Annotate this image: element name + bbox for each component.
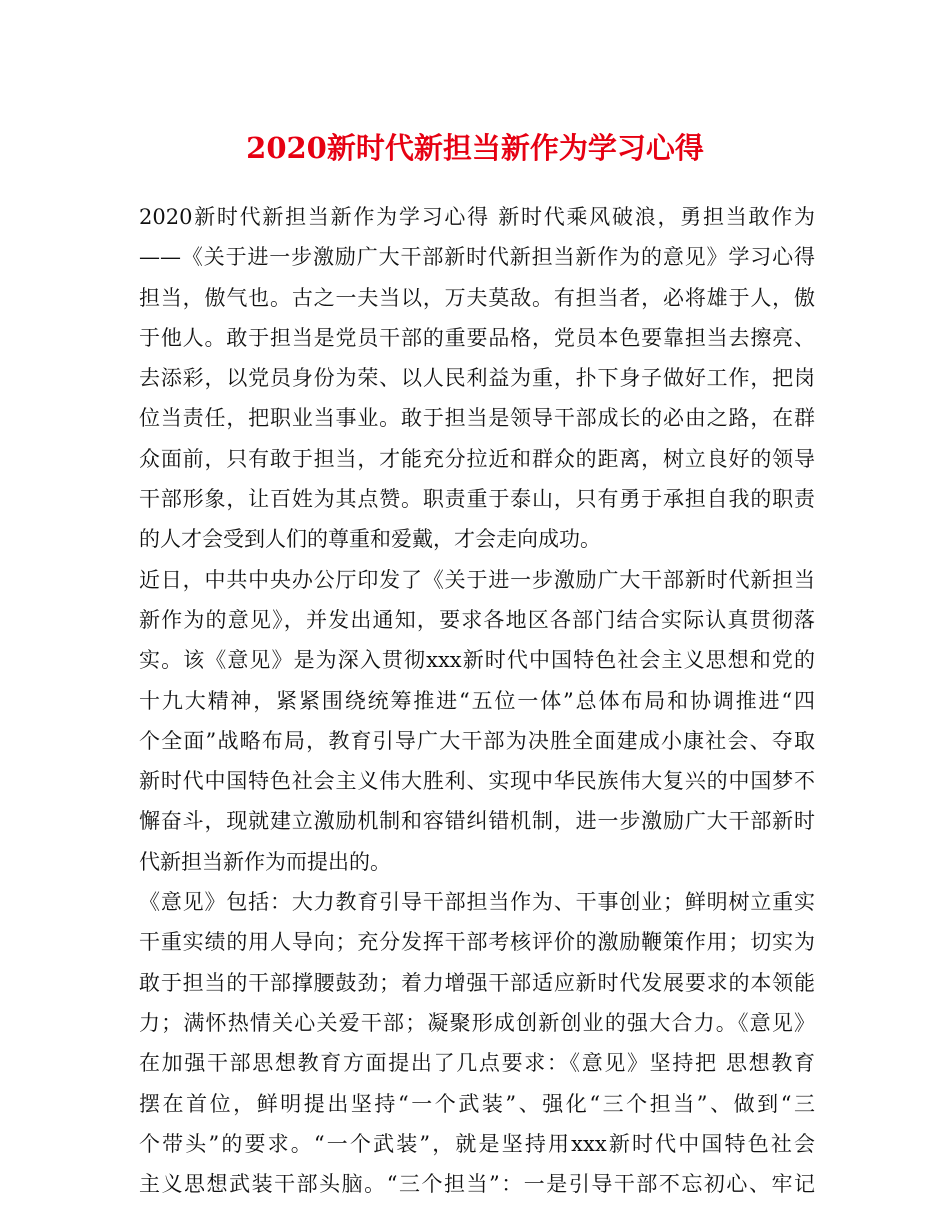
paragraph-1	[139, 197, 815, 560]
text-line: 《意见》包括：大力教育引导干部担当作为、干事创业；鲜明树立重实	[139, 890, 815, 915]
text-line: 敢于担当的干部撑腰鼓劲；着力增强干部适应新时代发展要求的本领能	[139, 970, 815, 995]
text-line: 实。该《意见》是为深入贯彻xxx新时代中国特色社会主义思想和党的	[139, 648, 815, 673]
text-line: 十九大精神，紧紧围绕统筹推进“五位一体”总体布局和协调推进“四	[139, 688, 815, 713]
text-line: 干部形象，让百姓为其点赞。职责重于泰山，只有勇于承担自我的职责	[139, 487, 815, 512]
text-line: 干重实绩的用人导向；充分发挥干部考核评价的激励鞭策作用；切实为	[139, 930, 815, 955]
text-line: 担当，傲气也。古之一夫当以，万夫莫敌。有担当者，必将雄于人，傲	[139, 285, 815, 310]
text-line: 主义思想武装干部头脑。“三个担当”：一是引导干部不忘初心、牢记	[139, 1172, 815, 1197]
document-body	[139, 197, 815, 1204]
paragraph-3	[139, 882, 815, 1204]
text-line: 2020新时代新担当新作为学习心得 新时代乘风破浪，勇担当敢作为	[139, 205, 815, 229]
text-line: 在加强干部思想教育方面提出了几点要求：《意见》坚持把 思想教育	[139, 1051, 815, 1076]
text-line: 于他人。敢于担当是党员干部的重要品格，党员本色要靠担当去擦亮、	[139, 325, 815, 350]
text-line: 个全面”战略布局，教育引导广大干部为决胜全面建成小康社会、夺取	[139, 728, 815, 753]
text-line: 位当责任，把职业当事业。敢于担当是领导干部成长的必由之路，在群	[139, 406, 815, 431]
text-line: 近日，中共中央办公厅印发了《关于进一步激励广大干部新时代新担当	[139, 567, 815, 592]
text-line: 新时代中国特色社会主义伟大胜利、实现中华民族伟大复兴的中国梦不	[139, 769, 815, 794]
text-line: 的人才会受到人们的尊重和爱戴，才会走向成功。	[139, 527, 601, 552]
document-title: 2020新时代新担当新作为学习心得	[246, 131, 704, 165]
paragraph-2	[139, 560, 815, 882]
text-line: 众面前，只有敢于担当，才能充分拉近和群众的距离，树立良好的领导	[139, 446, 815, 471]
text-line: 新作为的意见》，并发出通知，要求各地区各部门结合实际认真贯彻落	[139, 607, 815, 632]
text-line: 去添彩，以党员身份为荣、以人民利益为重，扑下身子做好工作，把岗	[139, 366, 815, 391]
text-line: ——《关于进一步激励广大干部新时代新担当新作为的意见》学习心得	[139, 245, 815, 270]
text-line: 懈奋斗，现就建立激励机制和容错纠错机制，进一步激励广大干部新时	[139, 809, 815, 834]
text-line: 摆在首位，鲜明提出坚持“一个武装”、强化“三个担当”、做到“三	[139, 1091, 815, 1116]
text-line: 力；满怀热情关心关爱干部；凝聚形成创新创业的强大合力。《意见》	[139, 1010, 815, 1035]
text-line: 个带头”的要求。“一个武装”，就是坚持用xxx新时代中国特色社会	[139, 1131, 815, 1156]
text-line: 代新担当新作为而提出的。	[139, 849, 391, 874]
